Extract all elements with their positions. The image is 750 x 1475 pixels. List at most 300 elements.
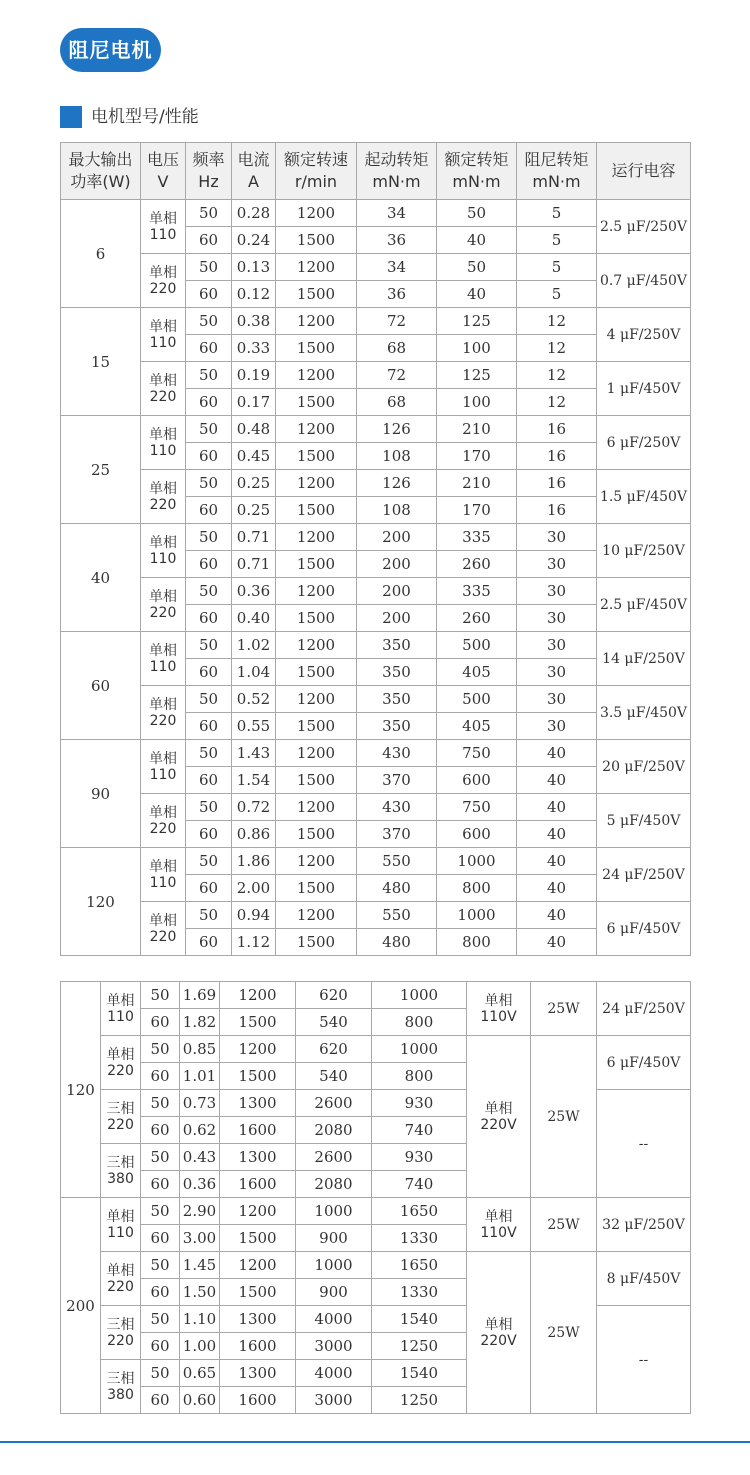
value-cell: 60 [186, 335, 232, 362]
value-cell: 1200 [276, 200, 357, 227]
performance-table [60, 142, 691, 956]
capacitor-cell: 3.5 μF/450V [597, 686, 691, 740]
value-cell: 1.45 [180, 1252, 220, 1279]
value-cell: 72 [357, 362, 437, 389]
value-cell: 1.54 [232, 767, 276, 794]
capacitor-cell: 2.5 μF/450V [597, 578, 691, 632]
value-cell: 60 [186, 281, 232, 308]
value-cell: 1.43 [232, 740, 276, 767]
value-cell: 60 [186, 551, 232, 578]
value-cell: 50 [186, 416, 232, 443]
value-cell: 200 [357, 605, 437, 632]
value-cell: 900 [296, 1225, 372, 1252]
table-row [61, 632, 691, 659]
value-cell: 1.00 [180, 1333, 220, 1360]
value-cell: 30 [517, 524, 597, 551]
value-cell: 170 [437, 443, 517, 470]
value-cell: 2.00 [232, 875, 276, 902]
value-cell: 50 [186, 794, 232, 821]
column-header-line: 额定转速 [283, 150, 348, 169]
value-cell: 1000 [296, 1252, 372, 1279]
value-cell: 0.36 [232, 578, 276, 605]
value-cell: 0.55 [232, 713, 276, 740]
value-cell: 0.48 [232, 416, 276, 443]
value-cell: 1000 [437, 848, 517, 875]
value-cell: 50 [141, 1144, 180, 1171]
value-cell: 800 [372, 1009, 467, 1036]
column-header-unit: r/min [294, 172, 338, 191]
value-cell: 68 [357, 335, 437, 362]
value-cell: 350 [357, 632, 437, 659]
value-cell: 0.72 [232, 794, 276, 821]
voltage-cell: 三相 220 [101, 1090, 141, 1144]
value-cell: 405 [437, 713, 517, 740]
wattage-cell: 25W [531, 1036, 597, 1198]
power-cell: 25 [61, 416, 141, 524]
table-header-row [61, 143, 691, 200]
voltage-cell: 单相 110 [141, 632, 186, 686]
value-cell: 50 [186, 578, 232, 605]
column-header-line: 运行电容 [611, 161, 676, 180]
value-cell: 60 [186, 713, 232, 740]
table-row [61, 1090, 691, 1117]
table-row [61, 1198, 691, 1225]
value-cell: 350 [357, 686, 437, 713]
value-cell: 0.45 [232, 443, 276, 470]
power-cell: 200 [61, 1198, 101, 1414]
table-row [61, 524, 691, 551]
column-header-unit: A [248, 172, 259, 191]
value-cell: 50 [186, 470, 232, 497]
value-cell: 1200 [276, 794, 357, 821]
value-cell: 0.60 [180, 1387, 220, 1414]
value-cell: 1.12 [232, 929, 276, 956]
value-cell: 1200 [220, 982, 296, 1009]
value-cell: 1500 [276, 281, 357, 308]
power-cell: 120 [61, 848, 141, 956]
value-cell: 1200 [276, 254, 357, 281]
voltage-cell: 单相 220 [101, 1036, 141, 1090]
value-cell: 1.01 [180, 1063, 220, 1090]
value-cell: 0.94 [232, 902, 276, 929]
value-cell: 430 [357, 794, 437, 821]
value-cell: 0.25 [232, 470, 276, 497]
capacitor-cell: 20 μF/250V [597, 740, 691, 794]
table-row [61, 200, 691, 227]
column-header-line: 额定转矩 [444, 150, 509, 169]
value-cell: 16 [517, 443, 597, 470]
value-cell: 40 [437, 227, 517, 254]
value-cell: 1500 [276, 497, 357, 524]
value-cell: 0.13 [232, 254, 276, 281]
value-cell: 5 [517, 200, 597, 227]
value-cell: 60 [186, 821, 232, 848]
table-row [61, 902, 691, 929]
capacitor-cell: 8 μF/450V [597, 1252, 691, 1306]
value-cell: 108 [357, 443, 437, 470]
value-cell: 3000 [296, 1333, 372, 1360]
capacitor-cell: 0.7 μF/450V [597, 254, 691, 308]
section-marker [60, 106, 82, 128]
capacitor-cell: 1 μF/450V [597, 362, 691, 416]
value-cell: 60 [141, 1117, 180, 1144]
value-cell: 370 [357, 821, 437, 848]
value-cell: 2.90 [180, 1198, 220, 1225]
value-cell: 50 [437, 254, 517, 281]
value-cell: 1.02 [232, 632, 276, 659]
value-cell: 1600 [220, 1117, 296, 1144]
capacitor-cell: -- [597, 1306, 691, 1414]
value-cell: 1200 [276, 578, 357, 605]
value-cell: 1200 [276, 902, 357, 929]
column-header-unit: mN·m [372, 172, 421, 191]
value-cell: 50 [186, 686, 232, 713]
value-cell: 335 [437, 524, 517, 551]
value-cell: 1.82 [180, 1009, 220, 1036]
value-cell: 750 [437, 740, 517, 767]
column-header [186, 143, 232, 200]
value-cell: 60 [141, 1333, 180, 1360]
value-cell: 50 [186, 200, 232, 227]
value-cell: 200 [357, 551, 437, 578]
voltage-cell: 单相 220 [141, 254, 186, 308]
value-cell: 60 [186, 605, 232, 632]
value-cell: 2600 [296, 1090, 372, 1117]
column-header [61, 143, 141, 200]
value-cell: 1500 [220, 1009, 296, 1036]
value-cell: 1200 [276, 848, 357, 875]
voltage-cell: 单相 110 [101, 982, 141, 1036]
voltage-cell: 三相 220 [101, 1306, 141, 1360]
section-title: 电机型号/性能 [91, 107, 199, 127]
value-cell: 50 [186, 254, 232, 281]
value-cell: 50 [141, 1090, 180, 1117]
value-cell: 1.86 [232, 848, 276, 875]
value-cell: 930 [372, 1144, 467, 1171]
value-cell: 3.00 [180, 1225, 220, 1252]
value-cell: 1500 [276, 389, 357, 416]
column-header-line: 阻尼转矩 [524, 150, 589, 169]
column-header [437, 143, 517, 200]
value-cell: 1300 [220, 1090, 296, 1117]
value-cell: 1200 [276, 470, 357, 497]
table-row [61, 794, 691, 821]
power-cell: 120 [61, 982, 101, 1198]
value-cell: 0.40 [232, 605, 276, 632]
voltage-cell: 单相 220 [101, 1252, 141, 1306]
value-cell: 36 [357, 281, 437, 308]
value-cell: 800 [437, 929, 517, 956]
value-cell: 1650 [372, 1198, 467, 1225]
value-cell: 1200 [276, 416, 357, 443]
value-cell: 34 [357, 200, 437, 227]
value-cell: 405 [437, 659, 517, 686]
value-cell: 1250 [372, 1387, 467, 1414]
value-cell: 1300 [220, 1360, 296, 1387]
value-cell: 60 [141, 1063, 180, 1090]
value-cell: 540 [296, 1063, 372, 1090]
power-cell: 15 [61, 308, 141, 416]
value-cell: 1650 [372, 1252, 467, 1279]
value-cell: 620 [296, 1036, 372, 1063]
value-cell: 1300 [220, 1306, 296, 1333]
value-cell: 50 [141, 1036, 180, 1063]
value-cell: 30 [517, 659, 597, 686]
value-cell: 34 [357, 254, 437, 281]
value-cell: 0.65 [180, 1360, 220, 1387]
table-row [61, 1036, 691, 1063]
column-header-unit: mN·m [452, 172, 501, 191]
table-row [61, 578, 691, 605]
value-cell: 1000 [437, 902, 517, 929]
value-cell: 126 [357, 416, 437, 443]
capacitor-cell: 24 μF/250V [597, 848, 691, 902]
value-cell: 1540 [372, 1306, 467, 1333]
footer-divider [0, 1441, 750, 1443]
table-row [61, 254, 691, 281]
value-cell: 600 [437, 767, 517, 794]
value-cell: 50 [141, 1198, 180, 1225]
value-cell: 1200 [276, 632, 357, 659]
capacitor-cell: 32 μF/250V [597, 1198, 691, 1252]
column-header-unit: Hz [198, 172, 219, 191]
value-cell: 30 [517, 632, 597, 659]
value-cell: 1330 [372, 1279, 467, 1306]
capacitor-cell: 1.5 μF/450V [597, 470, 691, 524]
value-cell: 1500 [276, 929, 357, 956]
value-cell: 4000 [296, 1306, 372, 1333]
value-cell: 0.24 [232, 227, 276, 254]
column-header-line: 电流 [237, 150, 270, 169]
capacitor-cell: 6 μF/450V [597, 902, 691, 956]
value-cell: 1250 [372, 1333, 467, 1360]
wattage-cell: 25W [531, 1252, 597, 1414]
value-cell: 0.38 [232, 308, 276, 335]
power-cell: 60 [61, 632, 141, 740]
value-cell: 50 [186, 740, 232, 767]
value-cell: 5 [517, 254, 597, 281]
table-row [61, 848, 691, 875]
power-cell: 90 [61, 740, 141, 848]
value-cell: 16 [517, 497, 597, 524]
column-header [597, 143, 691, 200]
value-cell: 480 [357, 929, 437, 956]
value-cell: 600 [437, 821, 517, 848]
value-cell: 0.71 [232, 551, 276, 578]
capacitor-cell: 24 μF/250V [597, 982, 691, 1036]
value-cell: 1500 [276, 821, 357, 848]
value-cell: 40 [437, 281, 517, 308]
value-cell: 0.25 [232, 497, 276, 524]
table-row [61, 1252, 691, 1279]
value-cell: 500 [437, 632, 517, 659]
column-header-unit: mN·m [532, 172, 581, 191]
value-cell: 900 [296, 1279, 372, 1306]
column-header [357, 143, 437, 200]
value-cell: 12 [517, 362, 597, 389]
value-cell: 740 [372, 1171, 467, 1198]
value-cell: 1500 [276, 875, 357, 902]
value-cell: 1200 [276, 308, 357, 335]
capacitor-cell: 5 μF/450V [597, 794, 691, 848]
value-cell: 200 [357, 524, 437, 551]
value-cell: 50 [141, 982, 180, 1009]
phase-type-cell: 单相 220V [467, 1036, 531, 1198]
value-cell: 930 [372, 1090, 467, 1117]
table-row [61, 308, 691, 335]
table-row [61, 740, 691, 767]
table-row [61, 362, 691, 389]
capacitor-cell: 6 μF/250V [597, 416, 691, 470]
value-cell: 30 [517, 578, 597, 605]
value-cell: 100 [437, 389, 517, 416]
value-cell: 68 [357, 389, 437, 416]
value-cell: 0.73 [180, 1090, 220, 1117]
value-cell: 60 [186, 875, 232, 902]
value-cell: 0.62 [180, 1117, 220, 1144]
value-cell: 260 [437, 605, 517, 632]
table-row [61, 982, 691, 1009]
value-cell: 1200 [276, 686, 357, 713]
value-cell: 30 [517, 686, 597, 713]
category-badge: 阻尼电机 [60, 28, 161, 72]
value-cell: 1600 [220, 1171, 296, 1198]
column-header-line: 最大输出 [68, 150, 133, 169]
voltage-cell: 单相 110 [141, 200, 186, 254]
value-cell: 100 [437, 335, 517, 362]
value-cell: 540 [296, 1009, 372, 1036]
voltage-cell: 单相 110 [101, 1198, 141, 1252]
value-cell: 0.17 [232, 389, 276, 416]
power-cell: 40 [61, 524, 141, 632]
value-cell: 125 [437, 308, 517, 335]
performance-table-extended [60, 981, 691, 1414]
column-header [517, 143, 597, 200]
value-cell: 1000 [372, 1036, 467, 1063]
value-cell: 480 [357, 875, 437, 902]
capacitor-cell: 2.5 μF/250V [597, 200, 691, 254]
voltage-cell: 三相 380 [101, 1144, 141, 1198]
value-cell: 1.10 [180, 1306, 220, 1333]
value-cell: 335 [437, 578, 517, 605]
value-cell: 30 [517, 605, 597, 632]
value-cell: 1200 [220, 1198, 296, 1225]
value-cell: 1200 [220, 1036, 296, 1063]
value-cell: 40 [517, 902, 597, 929]
voltage-cell: 单相 220 [141, 686, 186, 740]
value-cell: 60 [141, 1009, 180, 1036]
power-cell: 6 [61, 200, 141, 308]
phase-type-cell: 单相 220V [467, 1252, 531, 1414]
voltage-cell: 三相 380 [101, 1360, 141, 1414]
value-cell: 30 [517, 551, 597, 578]
value-cell: 3000 [296, 1387, 372, 1414]
value-cell: 1330 [372, 1225, 467, 1252]
value-cell: 60 [186, 767, 232, 794]
value-cell: 500 [437, 686, 517, 713]
value-cell: 60 [141, 1171, 180, 1198]
value-cell: 40 [517, 740, 597, 767]
wattage-cell: 25W [531, 1198, 597, 1252]
value-cell: 1500 [220, 1225, 296, 1252]
value-cell: 12 [517, 308, 597, 335]
value-cell: 1500 [276, 335, 357, 362]
value-cell: 40 [517, 794, 597, 821]
table-row [61, 416, 691, 443]
value-cell: 60 [186, 443, 232, 470]
value-cell: 2080 [296, 1171, 372, 1198]
value-cell: 50 [141, 1306, 180, 1333]
value-cell: 12 [517, 389, 597, 416]
value-cell: 72 [357, 308, 437, 335]
voltage-cell: 单相 220 [141, 362, 186, 416]
value-cell: 12 [517, 335, 597, 362]
value-cell: 126 [357, 470, 437, 497]
value-cell: 108 [357, 497, 437, 524]
value-cell: 50 [186, 308, 232, 335]
value-cell: 1500 [220, 1063, 296, 1090]
value-cell: 60 [186, 659, 232, 686]
voltage-cell: 单相 110 [141, 740, 186, 794]
wattage-cell: 25W [531, 982, 597, 1036]
column-header-line: 起动转矩 [364, 150, 429, 169]
value-cell: 50 [141, 1360, 180, 1387]
value-cell: 60 [141, 1225, 180, 1252]
value-cell: 1300 [220, 1144, 296, 1171]
value-cell: 40 [517, 821, 597, 848]
value-cell: 370 [357, 767, 437, 794]
value-cell: 1.04 [232, 659, 276, 686]
value-cell: 1500 [220, 1279, 296, 1306]
value-cell: 60 [141, 1279, 180, 1306]
value-cell: 210 [437, 470, 517, 497]
value-cell: 36 [357, 227, 437, 254]
value-cell: 1.50 [180, 1279, 220, 1306]
value-cell: 40 [517, 848, 597, 875]
table-row [61, 1306, 691, 1333]
value-cell: 350 [357, 713, 437, 740]
value-cell: 1500 [276, 605, 357, 632]
capacitor-cell: 6 μF/450V [597, 1036, 691, 1090]
column-header-unit: V [157, 172, 169, 191]
capacitor-cell: 10 μF/250V [597, 524, 691, 578]
value-cell: 740 [372, 1117, 467, 1144]
value-cell: 5 [517, 227, 597, 254]
value-cell: 350 [357, 659, 437, 686]
value-cell: 1200 [276, 524, 357, 551]
value-cell: 750 [437, 794, 517, 821]
value-cell: 50 [437, 200, 517, 227]
value-cell: 16 [517, 470, 597, 497]
value-cell: 60 [186, 389, 232, 416]
column-header [276, 143, 357, 200]
value-cell: 1500 [276, 767, 357, 794]
voltage-cell: 单相 220 [141, 578, 186, 632]
value-cell: 1540 [372, 1360, 467, 1387]
value-cell: 620 [296, 982, 372, 1009]
value-cell: 1500 [276, 659, 357, 686]
value-cell: 1000 [372, 982, 467, 1009]
voltage-cell: 单相 220 [141, 470, 186, 524]
value-cell: 50 [141, 1252, 180, 1279]
value-cell: 60 [141, 1387, 180, 1414]
column-header-unit: 功率(W) [70, 172, 131, 191]
value-cell: 50 [186, 362, 232, 389]
value-cell: 0.43 [180, 1144, 220, 1171]
value-cell: 1200 [276, 740, 357, 767]
capacitor-cell: 4 μF/250V [597, 308, 691, 362]
capacitor-cell: 14 μF/250V [597, 632, 691, 686]
